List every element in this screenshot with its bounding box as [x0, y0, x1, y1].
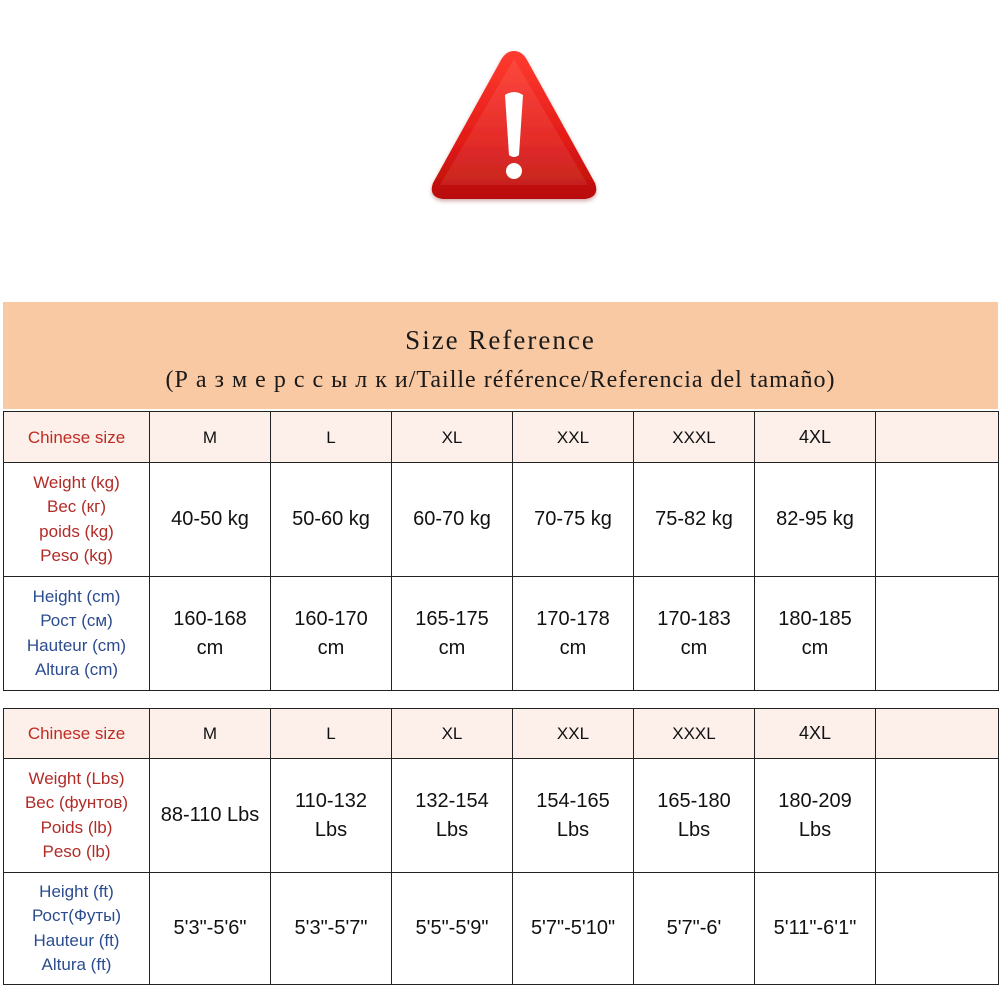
weight-cell: 50-60 kg — [271, 463, 392, 577]
height-cell — [634, 577, 755, 691]
size-label: Chinese size — [4, 412, 150, 463]
size-cell: XXXL — [634, 709, 755, 759]
cell-line: 110-132 — [295, 789, 367, 812]
size-cell: 4XL — [755, 412, 876, 463]
size-cell — [876, 709, 999, 759]
label-line: Вес (кг) — [47, 497, 106, 516]
warning-triangle-icon — [425, 45, 603, 207]
label-line: Height (ft) — [39, 881, 114, 901]
label-line: Рост(Футы) — [31, 906, 122, 925]
label-line: Рост (см) — [40, 611, 113, 630]
cell-line: cm — [438, 636, 466, 659]
cell-line: cm — [680, 636, 708, 659]
weight-row — [4, 463, 999, 577]
label-line: poids (kg) — [39, 521, 114, 541]
label-line: Poids (lb) — [40, 817, 113, 837]
weight-cell — [634, 759, 755, 873]
size-table-kg — [3, 411, 999, 691]
cell-line: 170-183 — [657, 607, 731, 630]
height-row — [4, 577, 999, 691]
height-cell: 5'5"-5'9" — [392, 873, 513, 985]
weight-cell — [513, 759, 634, 873]
cell-line: 170-178 — [536, 607, 610, 630]
label-line: Hauteur (cm) — [26, 635, 127, 655]
height-cell — [876, 577, 999, 691]
label-line: Weight (Lbs) — [28, 768, 125, 788]
cell-line: 160-168 — [173, 607, 247, 630]
cell-line: Lbs — [314, 818, 348, 841]
label-line: Hauteur (ft) — [33, 930, 120, 950]
cell-line: Lbs — [798, 818, 832, 841]
size-cell: XL — [392, 412, 513, 463]
size-cell: M — [150, 709, 271, 759]
size-cell: XXL — [513, 412, 634, 463]
label-line: Вес (фунтов) — [24, 793, 129, 812]
height-cell: 5'7"-6' — [634, 873, 755, 985]
size-cell: XL — [392, 709, 513, 759]
label-line: Weight (kg) — [33, 472, 120, 492]
size-reference-header — [3, 302, 998, 409]
label-line: Altura (cm) — [34, 660, 119, 679]
height-label — [4, 873, 150, 985]
cell-line: Lbs — [435, 818, 469, 841]
cell-line: 154-165 — [536, 789, 610, 812]
cell-line: 132-154 — [415, 789, 489, 812]
cell-line: 160-170 — [294, 607, 368, 630]
cell-line: Lbs — [556, 818, 590, 841]
weight-cell — [150, 759, 271, 873]
height-cell — [150, 577, 271, 691]
label-line: Peso (kg) — [40, 546, 113, 565]
height-cell — [513, 577, 634, 691]
cell-line: 165-180 — [657, 789, 731, 812]
height-cell — [392, 577, 513, 691]
label-line: Altura (ft) — [41, 955, 112, 974]
cell-line: 88-110 Lbs — [160, 804, 260, 826]
label-line: Peso (lb) — [42, 842, 111, 861]
weight-cell — [876, 463, 999, 577]
size-row — [4, 412, 999, 463]
size-row — [4, 709, 999, 759]
size-cell: XXL — [513, 709, 634, 759]
weight-cell: 75-82 kg — [634, 463, 755, 577]
size-cell: M — [150, 412, 271, 463]
cell-line: 180-209 — [778, 789, 852, 812]
size-cell: 4XL — [755, 709, 876, 759]
height-cell: 5'11"-6'1" — [755, 873, 876, 985]
cell-line: 165-175 — [415, 607, 489, 630]
weight-label — [4, 463, 150, 577]
weight-cell — [876, 759, 999, 873]
weight-cell: 40-50 kg — [150, 463, 271, 577]
cell-line: cm — [801, 636, 829, 659]
weight-cell: 82-95 kg — [755, 463, 876, 577]
weight-label — [4, 759, 150, 873]
height-cell: 5'7"-5'10" — [513, 873, 634, 985]
height-cell — [271, 577, 392, 691]
label-line: Height (cm) — [32, 586, 121, 606]
weight-cell: 70-75 kg — [513, 463, 634, 577]
page-subtitle: (Р а з м е р с с ы л к и/Taille référence/Referencia del tamaño) — [165, 367, 836, 393]
height-cell: 5'3"-5'7" — [271, 873, 392, 985]
cell-line: cm — [196, 636, 224, 659]
size-table-lbs — [3, 708, 999, 985]
size-cell: XXXL — [634, 412, 755, 463]
height-cell: 5'3"-5'6" — [150, 873, 271, 985]
weight-cell — [392, 759, 513, 873]
weight-row — [4, 759, 999, 873]
size-cell: L — [271, 412, 392, 463]
cell-line: cm — [559, 636, 587, 659]
height-row — [4, 873, 999, 985]
size-cell: L — [271, 709, 392, 759]
weight-cell: 60-70 kg — [392, 463, 513, 577]
height-cell — [755, 577, 876, 691]
height-label — [4, 577, 150, 691]
cell-line: cm — [317, 636, 345, 659]
cell-line: Lbs — [677, 818, 711, 841]
page-title: Size Reference — [405, 325, 596, 355]
size-cell — [876, 412, 999, 463]
size-label: Chinese size — [4, 709, 150, 759]
weight-cell — [271, 759, 392, 873]
height-cell — [876, 873, 999, 985]
cell-line: 180-185 — [778, 607, 852, 630]
weight-cell — [755, 759, 876, 873]
